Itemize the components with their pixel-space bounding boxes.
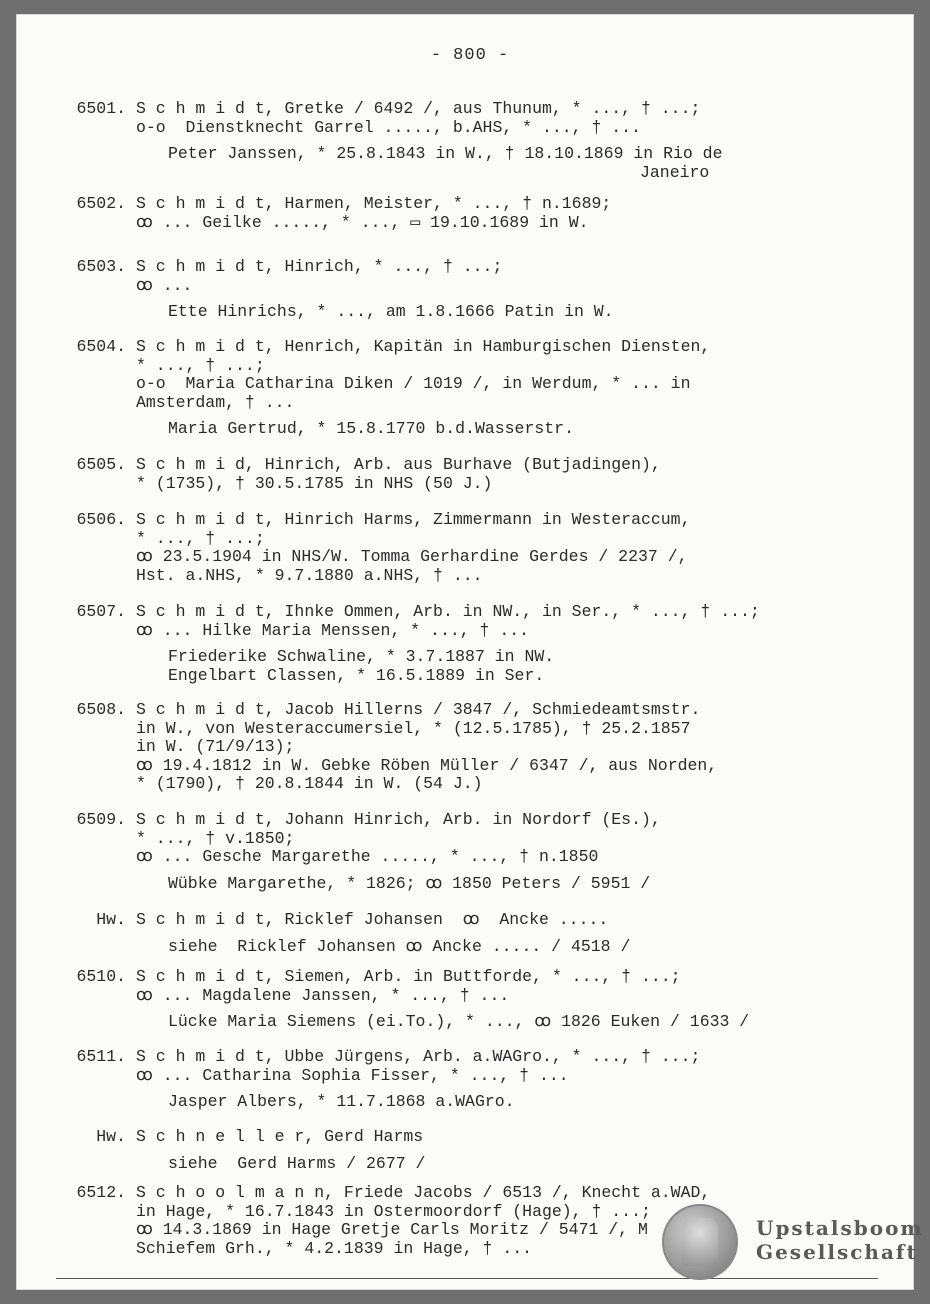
entry-line: ꝏ 14.3.1869 in Hage Gretje Carls Moritz / 5471 /, M	[136, 1220, 648, 1239]
entry-line: Schiefem Grh., * 4.2.1839 in Hage, † ...	[136, 1238, 533, 1258]
entry-line: ꝏ ... Geilke ....., * ..., ▭ 19.10.1689 in W.	[136, 212, 589, 232]
entry-line: * ..., † v.1850;	[136, 828, 295, 848]
entry-line: ꝏ 19.4.1812 in W. Gebke Röben Müller / 6347 /, aus Norden,	[136, 755, 718, 775]
entry-text	[136, 701, 717, 794]
entry-line: ꝏ ...	[136, 275, 193, 295]
entry-line: Friederike Schwaline, * 3.7.1887 in NW.	[168, 647, 555, 666]
entry-line: * ..., † ...;	[136, 528, 265, 548]
entry-line: S c h n e l l e r, Gerd Harms	[136, 1127, 424, 1146]
entry-line: ꝏ 23.5.1904 in NHS/W. Tomma Gerhardine Gerdes / 2237 /,	[136, 547, 688, 566]
entry-line: * (1790), † 20.8.1844 in W. (54 J.)	[136, 774, 483, 793]
entry-text	[136, 968, 749, 1032]
entry-number: 6504.	[76, 337, 126, 356]
document-page	[16, 14, 924, 1290]
entry-line: S c h m i d t, Hinrich Harms, Zimmermann in Westeraccum,	[136, 510, 691, 529]
entry-line: in Hage, * 16.7.1843 in Ostermoordorf (Hage), † ...;	[136, 1201, 651, 1221]
entry-line: Wübke Margarethe, * 1826; ꝏ 1850 Peters / 5951 /	[168, 873, 651, 893]
entry-line: o-o Maria Catharina Diken / 1019 /, in Werdum, * ... in	[136, 374, 691, 393]
entry-text	[136, 1048, 700, 1112]
entry-line: S c h m i d t, Ricklef Johansen ꝏ Ancke .....	[136, 910, 609, 929]
entry-line: ꝏ ... Catharina Sophia Fisser, * ..., † ...	[136, 1065, 569, 1085]
entry-number: Hw.	[96, 910, 126, 929]
seal-icon	[662, 1204, 738, 1280]
entry-line: S c h m i d, Hinrich, Arb. aus Burhave (Butjadingen),	[136, 455, 661, 474]
entry-line: S c h o o l m a n n, Friede Jacobs / 6513 /, Knecht a.WAD,	[136, 1183, 711, 1202]
entry-line: Ette Hinrichs, * ..., am 1.8.1666 Patin in W.	[168, 302, 614, 321]
logo-line2: Gesellschaft	[756, 1240, 918, 1264]
entry-line: S c h m i d t, Johann Hinrich, Arb. in Nordorf (Es.),	[136, 810, 661, 829]
entry-line: Jasper Albers, * 11.7.1868 a.WAGro.	[168, 1092, 515, 1111]
entry-text	[136, 258, 614, 322]
entry-line: S c h m i d t, Hinrich, * ..., † ...;	[136, 257, 503, 276]
entry-line: * (1735), † 30.5.1785 in NHS (50 J.)	[136, 473, 493, 493]
entry-number: 6511.	[76, 1047, 126, 1066]
entry-number: Hw.	[96, 1127, 126, 1146]
entry-line: Maria Gertrud, * 15.8.1770 b.d.Wasserstr.	[168, 419, 574, 438]
entry-line: S c h m i d t, Ihnke Ommen, Arb. in NW., in Ser., * ..., † ...;	[136, 602, 760, 621]
entry-number: 6501.	[76, 99, 126, 118]
entry-line: ꝏ ... Hilke Maria Menssen, * ..., † ...	[136, 620, 530, 640]
entry-number: 6508.	[76, 700, 126, 719]
entry-line: S c h m i d t, Henrich, Kapitän in Hamburgischen Diensten,	[136, 337, 711, 356]
entry-line: o-o Dienstknecht Garrel ....., b.AHS, * ..., † ...	[136, 117, 641, 137]
entry-text	[136, 1128, 425, 1173]
entry-text	[136, 1184, 710, 1258]
entry-line: Peter Janssen, * 25.8.1843 in W., † 18.10.1869 in Rio de	[168, 144, 723, 163]
entry-line: Engelbart Classen, * 16.5.1889 in Ser.	[168, 665, 545, 685]
entry-text	[136, 195, 611, 232]
entry-line: siehe Ricklef Johansen ꝏ Ancke ..... / 4518 /	[168, 936, 631, 956]
publisher-logo	[662, 1204, 924, 1284]
entry-number: 6507.	[76, 602, 126, 621]
entry-line: Hst. a.NHS, * 9.7.1880 a.NHS, † ...	[136, 565, 483, 585]
entry-number: 6503.	[76, 257, 126, 276]
entry-line: * ..., † ...;	[136, 355, 265, 375]
entry-number: 6510.	[76, 967, 126, 986]
entry-text	[136, 511, 691, 585]
entry-line: ꝏ ... Gesche Margarethe ....., * ..., † n.1850	[136, 847, 599, 866]
entry-text	[136, 338, 710, 439]
entry-line: ꝏ ... Magdalene Janssen, * ..., † ...	[136, 985, 510, 1005]
entry-line: S c h m i d t, Harmen, Meister, * ..., † n.1689;	[136, 194, 612, 213]
entry-line: Amsterdam, † ...	[136, 392, 295, 412]
entry-text	[136, 603, 760, 685]
entry-text	[136, 811, 661, 893]
entry-line: S c h m i d t, Jacob Hillerns / 3847 /, Schmiedeamtsmstr.	[136, 700, 701, 719]
entry-text	[136, 456, 661, 493]
entry-line: Lücke Maria Siemens (ei.To.), * ..., ꝏ 1826 Euken / 1633 /	[168, 1012, 750, 1031]
entry-line: siehe Gerd Harms / 2677 /	[168, 1153, 426, 1173]
entry-line: in W., von Westeraccumersiel, * (12.5.1785), † 25.2.1857	[136, 718, 691, 738]
entry-line: S c h m i d t, Gretke / 6492 /, aus Thunum, * ..., † ...;	[136, 99, 701, 118]
entry-line: Janeiro	[640, 162, 710, 182]
logo-text	[756, 1216, 924, 1264]
entry-text	[136, 100, 723, 182]
entry-number: 6506.	[76, 510, 126, 529]
entry-number: 6505.	[76, 455, 126, 474]
entry-line: S c h m i d t, Siemen, Arb. in Buttforde, * ..., † ...;	[136, 967, 681, 986]
entry-number: 6502.	[76, 194, 126, 213]
entry-line: in W. (71/9/13);	[136, 737, 295, 756]
entry-number: 6509.	[76, 810, 126, 829]
entry-number: 6512.	[76, 1183, 126, 1202]
entry-text	[136, 911, 630, 956]
page-number: - 800 -	[430, 46, 510, 65]
entry-line: S c h m i d t, Ubbe Jürgens, Arb. a.WAGro., * ..., † ...;	[136, 1047, 701, 1066]
logo-line1: Upstalsboom	[756, 1216, 924, 1240]
